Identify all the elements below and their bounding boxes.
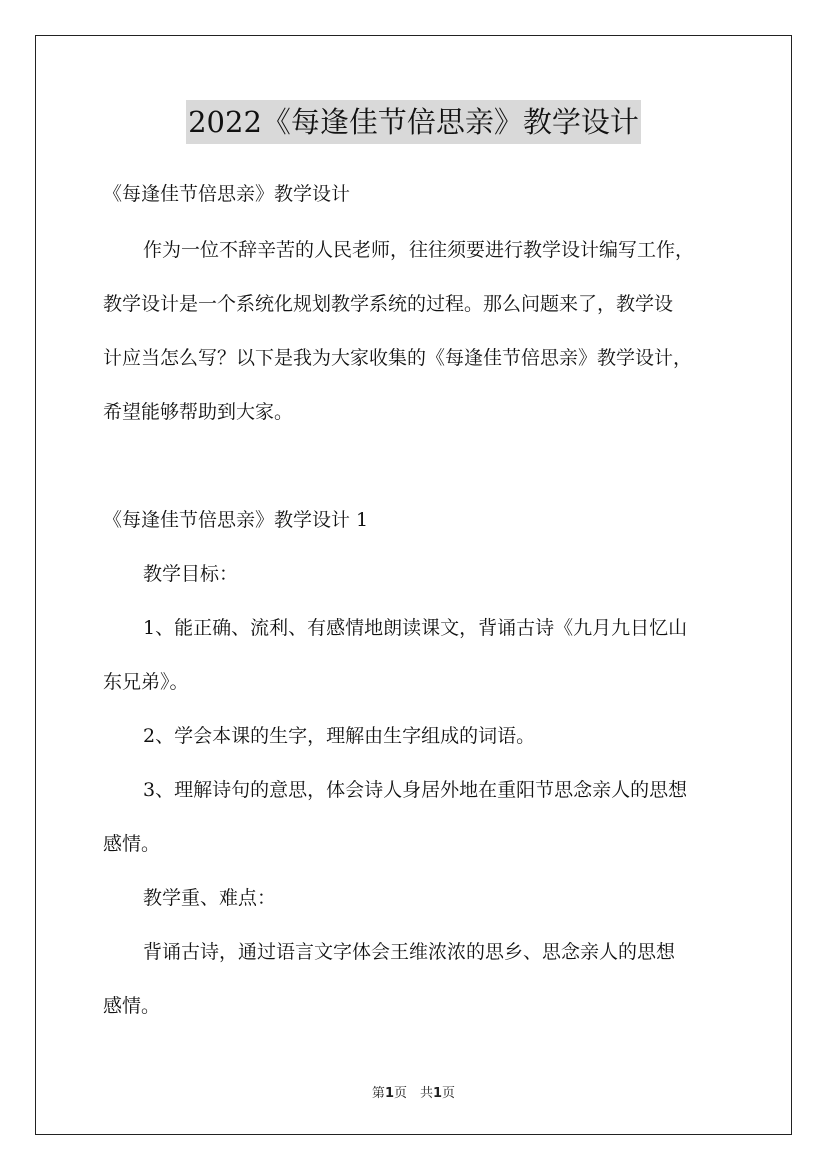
page-total: 1 xyxy=(433,1086,443,1101)
paragraph-line: 教学目标： xyxy=(143,563,239,585)
paragraph-line: 教学重、难点： xyxy=(143,887,277,909)
paragraph-line: 东兄弟》。 xyxy=(103,671,189,693)
page-suffix: 页 xyxy=(442,1086,456,1101)
title-container xyxy=(0,100,827,144)
paragraph-line: 3、理解诗句的意思，体会诗人身居外地在重阳节思念亲人的思想 xyxy=(143,779,688,801)
paragraph-line: 计应当怎么写？以下是我为大家收集的《每逢佳节倍思亲》教学设计， xyxy=(103,347,693,369)
paragraph-line: 背诵古诗，通过语言文字体会王维浓浓的思乡、思念亲人的思想 xyxy=(143,941,676,963)
paragraph-line: 感情。 xyxy=(103,833,161,855)
page-footer xyxy=(0,1082,827,1101)
page-mid: 页 共 xyxy=(393,1086,433,1101)
paragraph-line: 作为一位不辞辛苦的人民老师，往往须要进行教学设计编写工作， xyxy=(143,239,695,261)
paragraph-line: 2、学会本课的生字，理解由生字组成的词语。 xyxy=(143,725,536,747)
paragraph-line: 教学设计是一个系统化规划教学系统的过程。那么问题来了，教学设 xyxy=(103,293,674,315)
section-heading: 《每逢佳节倍思亲》教学设计 1 xyxy=(103,509,369,531)
page-prefix: 第 xyxy=(371,1086,385,1101)
paragraph-line: 希望能够帮助到大家。 xyxy=(103,401,294,423)
page-number: 1 xyxy=(384,1086,394,1101)
document-title: 2022《每逢佳节倍思亲》教学设计 xyxy=(186,100,641,144)
paragraph-line: 1、能正确、流利、有感情地朗读课文，背诵古诗《九月九日忆山 xyxy=(143,617,688,639)
paragraph-line: 感情。 xyxy=(103,995,161,1017)
section-heading: 《每逢佳节倍思亲》教学设计 xyxy=(103,183,351,205)
